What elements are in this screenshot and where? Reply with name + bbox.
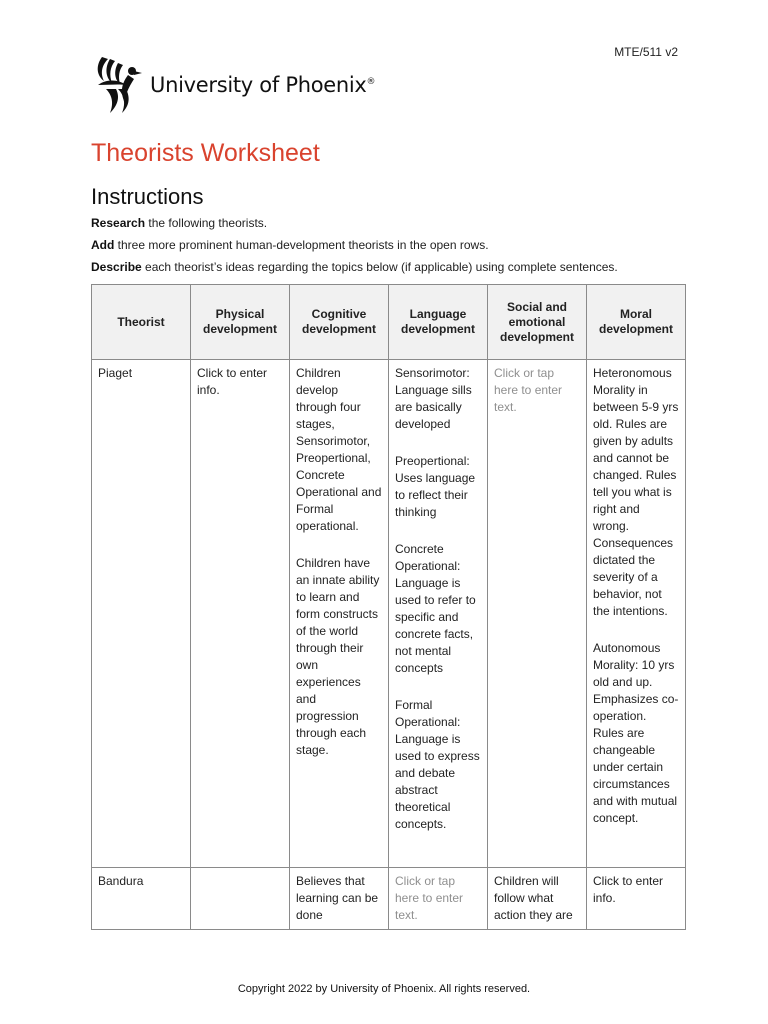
instruction-line: Research the following theorists. (91, 216, 268, 230)
header-language: Language development (389, 285, 488, 360)
cell-paragraph: Believes that learning can be done (296, 874, 379, 922)
cognitive-cell[interactable] (290, 868, 389, 930)
social-emotional-cell[interactable] (488, 868, 587, 930)
theorist-cell (92, 868, 191, 930)
cell-paragraph: Bandura (98, 874, 144, 888)
cell-paragraph: Sensorimotor: Language sills are basically developed (395, 366, 472, 431)
header-theorist: Theorist (92, 285, 191, 360)
instruction-line: Add three more prominent human-development theorists in the open rows. (91, 238, 489, 252)
cell-paragraph: Children have an innate ability to learn and form constructs of the world through their own experiences and progression through each stage. (296, 556, 380, 757)
header-social-emotional: Social and emotional development (488, 285, 587, 360)
instructions-list (91, 216, 691, 282)
physical-cell[interactable] (191, 360, 290, 868)
physical-cell[interactable] (191, 868, 290, 930)
instructions-heading: Instructions (91, 184, 204, 209)
cell-paragraph: Click to enter info. (593, 874, 664, 905)
phoenix-bird-icon (92, 55, 144, 115)
university-logo (92, 55, 375, 115)
copyright-footer: Copyright 2022 by University of Phoenix. All rights reserved. (237, 983, 531, 995)
cell-paragraph: Autonomous Morality: 10 yrs old and up. Emphasizes co-operation. Rules are changeable under certain circumstances and with mutual concept. (593, 641, 679, 825)
cell-paragraph: Children will follow what action they are (494, 874, 573, 922)
theorists-table (91, 284, 686, 930)
language-cell[interactable] (389, 360, 488, 868)
table-row (92, 360, 686, 868)
cell-paragraph: Click to enter info. (197, 366, 268, 397)
worksheet-title: Theorists Worksheet (91, 139, 320, 167)
cell-paragraph: Preopertional: Uses language to reflect their thinking (395, 454, 476, 519)
theorist-cell (92, 360, 191, 868)
cell-paragraph: Children develop through four stages, Sensorimotor, Preopertional, Concrete Operational and Formal operational. (296, 366, 382, 533)
cell-paragraph: Click or tap here to enter text. (395, 874, 464, 922)
moral-cell[interactable] (587, 360, 686, 868)
table-header-row (92, 285, 686, 360)
header-moral: Moral development (587, 285, 686, 360)
placeholder-field[interactable] (488, 360, 587, 868)
header-cognitive: Cognitive development (290, 285, 389, 360)
cell-paragraph: Formal Operational: Language is used to express and debate abstract theoretical concepts. (395, 698, 480, 831)
cell-paragraph: Click or tap here to enter text. (494, 366, 563, 414)
document-code: MTE/511 v2 (614, 45, 678, 59)
instruction-line: Describe each theorist’s ideas regarding the topics below (if applicable) using complete sentences. (91, 260, 618, 274)
cell-paragraph: Concrete Operational: Language is used to refer to specific and concrete facts, not mental concepts (395, 542, 476, 675)
header-physical: Physical development (191, 285, 290, 360)
cognitive-cell[interactable] (290, 360, 389, 868)
placeholder-field[interactable] (389, 868, 488, 930)
cell-paragraph: Heteronomous Morality in between 5-9 yrs old. Rules are given by adults and cannot be changed. Rules tell you what is right and wrong. Consequences dictated the severity of a behavior, not the intentions. (593, 366, 679, 618)
cell-paragraph: Piaget (98, 366, 133, 380)
table-row (92, 868, 686, 930)
moral-cell[interactable] (587, 868, 686, 930)
logo-wordmark: University of Phoenix® (150, 73, 376, 97)
